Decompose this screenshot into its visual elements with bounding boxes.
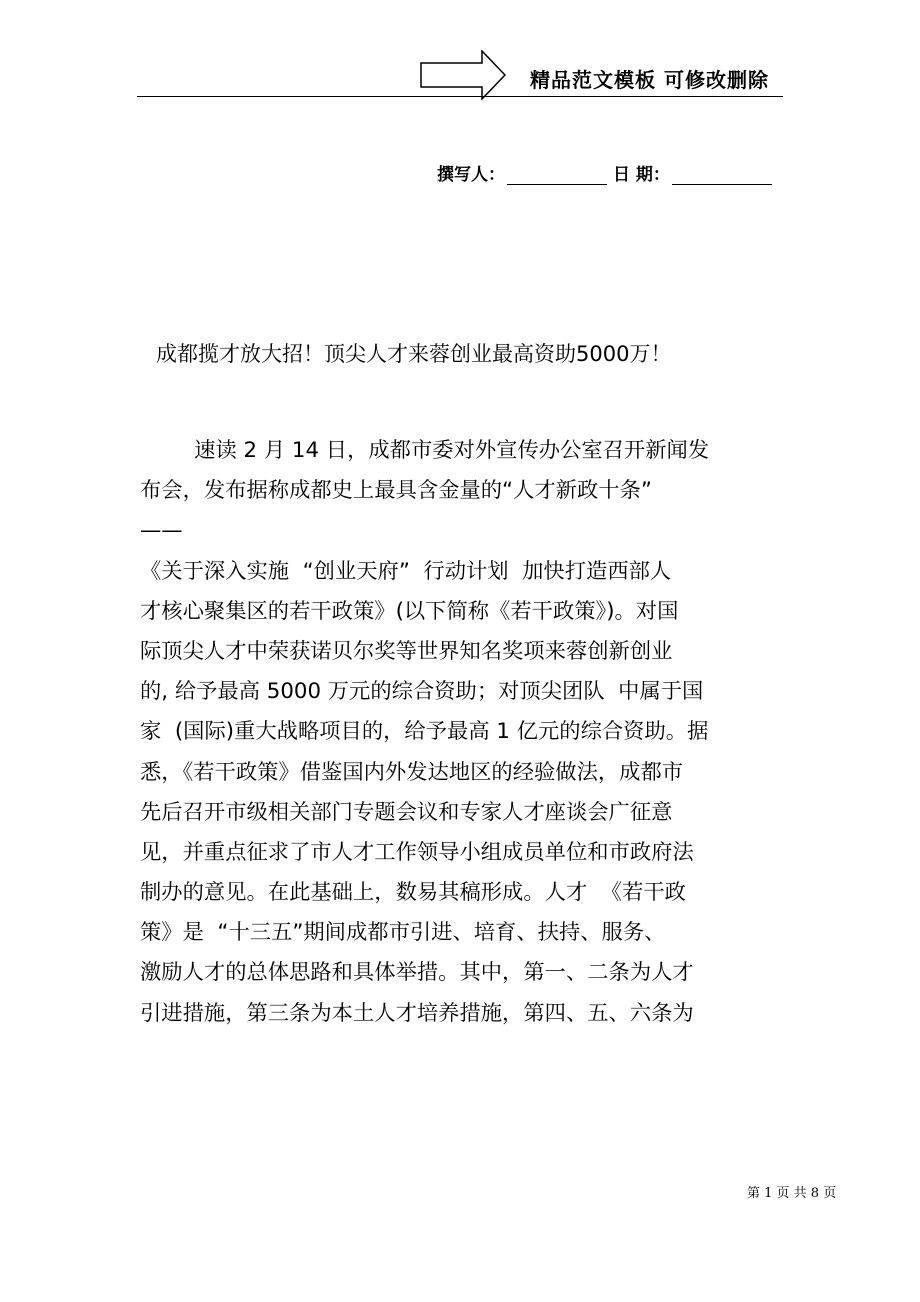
body-line: 先后召开市级相关部门专题会议和专家人才座谈会广征意 xyxy=(140,799,673,825)
header-divider xyxy=(137,96,783,97)
body-line: 才核心聚集区的若干政策》(以下简称《若干政策》)。对国 xyxy=(140,598,679,624)
date-blank[interactable] xyxy=(672,166,772,185)
page-number: 第 1 页 共 8 页 xyxy=(747,1186,837,1201)
arrow-right-icon xyxy=(420,50,506,100)
author-label: 撰写人： xyxy=(437,165,505,185)
signature-line xyxy=(437,160,774,185)
body-line: 速读 2 月 14 日，成都市委对外宣传办公室召开新闻发 xyxy=(140,438,710,463)
header-banner: 精品范文模板 可修改删除 xyxy=(530,68,769,92)
body-line: 布会，发布据称成都史上最具含金量的“人才新政十条” xyxy=(140,478,652,504)
body-line: 见，并重点征求了市人才工作领导小组成员单位和市政府法 xyxy=(140,839,694,865)
body-line: 的, 给予最高 5000 万元的综合资助；对顶尖团队 中属于国 xyxy=(140,679,704,705)
document-title: 成都揽才放大招！顶尖人才来蓉创业最高资助5000万！ xyxy=(156,342,672,366)
body-line: 家 (国际)重大战略项目的，给予最高 1 亿元的综合资助。据 xyxy=(140,719,709,745)
body-line: 制办的意见。在此基础上，数易其稿形成。人才 《若干政 xyxy=(140,880,686,906)
body-line: 《关于深入实施 “创业天府” 行动计划 加快打造西部人 xyxy=(140,558,672,584)
body-line: 引进措施，第三条为本土人才培养措施，第四、五、六条为 xyxy=(140,1000,694,1026)
author-blank[interactable] xyxy=(507,166,607,185)
body-line: 际顶尖人才中荣获诺贝尔奖等世界知名奖项来蓉创新创业 xyxy=(140,638,673,664)
date-label: 日 期： xyxy=(613,165,670,185)
body-line: 策》是 “十三五”期间成都市引进、培育、扶持、服务、 xyxy=(140,920,666,946)
document-body xyxy=(140,431,790,1034)
body-line: —— xyxy=(140,518,183,544)
body-line: 激励人才的总体思路和具体举措。其中，第一、二条为人才 xyxy=(140,960,694,986)
body-line: 悉，《若干政策》借鉴国内外发达地区的经验做法，成都市 xyxy=(140,759,684,785)
